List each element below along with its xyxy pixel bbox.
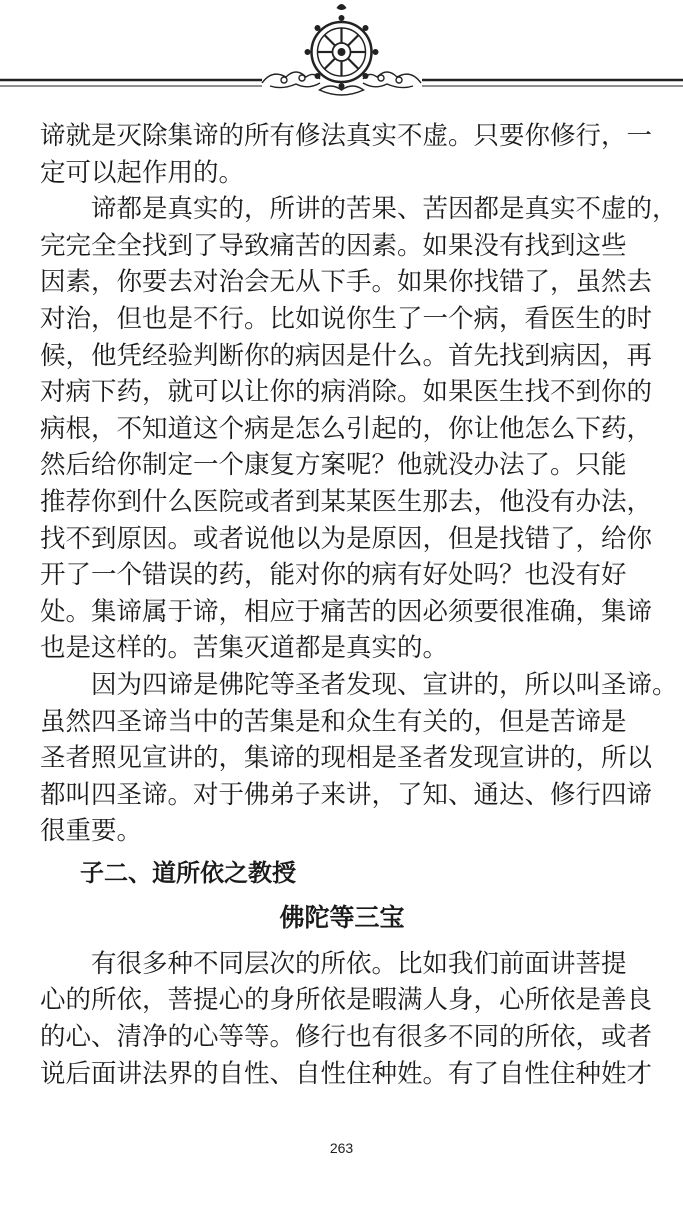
text-line: 谛就是灭除集谛的所有修法真实不虚。只要你修行，一 — [40, 121, 653, 151]
text-line: 完完全全找到了导致痛苦的因素。如果没有找到这些 — [40, 230, 627, 261]
paragraph-4 — [40, 946, 653, 1092]
text-line: 病根，不知道这个病是怎么引起的，你让他怎么下药， — [40, 413, 653, 444]
text-line: 谛都是真实的，所讲的苦果、苦因都是真实不虚的， — [91, 194, 678, 225]
paragraph-2 — [40, 191, 678, 667]
text-line: 圣者照见宣讲的，集谛的现相是圣者发现宣讲的，所以 — [40, 743, 653, 774]
section-title: 佛陀等三宝 — [279, 902, 405, 932]
paragraph-3 — [40, 667, 678, 850]
text-line: 然后给你制定一个康复方案呢？他就没办法了。只能 — [40, 450, 627, 481]
text-line: 候，他凭经验判断你的病因是什么。首先找到病因，再 — [40, 340, 653, 371]
text-line: 因素，你要去对治会无从下手。如果你找错了，虽然去 — [40, 267, 653, 298]
text-line: 推荐你到什么医院或者到某某医生那去，他没有办法， — [40, 486, 653, 517]
text-line: 有很多种不同层次的所依。比如我们前面讲菩提 — [91, 948, 627, 979]
page-number: 263 — [329, 1140, 354, 1156]
text-line: 也是这样的。苦集灭道都是真实的。 — [40, 633, 449, 664]
text-line: 都叫四圣谛。对于佛弟子来讲，了知、通达、修行四谛 — [40, 779, 653, 810]
text-line: 处。集谛属于谛，相应于痛苦的因必须要很准确，集谛 — [40, 596, 653, 627]
text-line: 对病下药，就可以让你的病消除。如果医生找不到你的 — [40, 377, 653, 408]
text-line: 虽然四圣谛当中的苦集是和众生有关的，但是苦谛是 — [40, 706, 627, 737]
text-line: 找不到原因。或者说他以为是原因，但是找错了，给你 — [40, 523, 653, 554]
text-line: 很重要。 — [40, 816, 143, 847]
text-line: 对治，但也是不行。比如说你生了一个病，看医生的时 — [40, 303, 653, 334]
page-body — [40, 118, 678, 1092]
text-line: 因为四谛是佛陀等圣者发现、宣讲的，所以叫圣谛。 — [91, 669, 678, 700]
section-heading: 子二、道所依之教授 — [80, 858, 296, 887]
text-line: 心的所依，菩提心的身所依是暇满人身，心所依是善良 — [40, 985, 653, 1016]
text-line: 说后面讲法界的自性、自性住种姓。有了自性住种姓才 — [40, 1058, 653, 1089]
text-line: 定可以起作用的。 — [40, 157, 245, 188]
page-header-ornament — [0, 0, 683, 110]
text-line: 开了一个错误的药，能对你的病有好处吗？也没有好 — [40, 560, 627, 591]
paragraph-1 — [40, 118, 653, 191]
dharma-wheel-icon — [0, 0, 683, 110]
text-line: 的心、清净的心等等。修行也有很多不同的所依，或者 — [40, 1022, 653, 1053]
